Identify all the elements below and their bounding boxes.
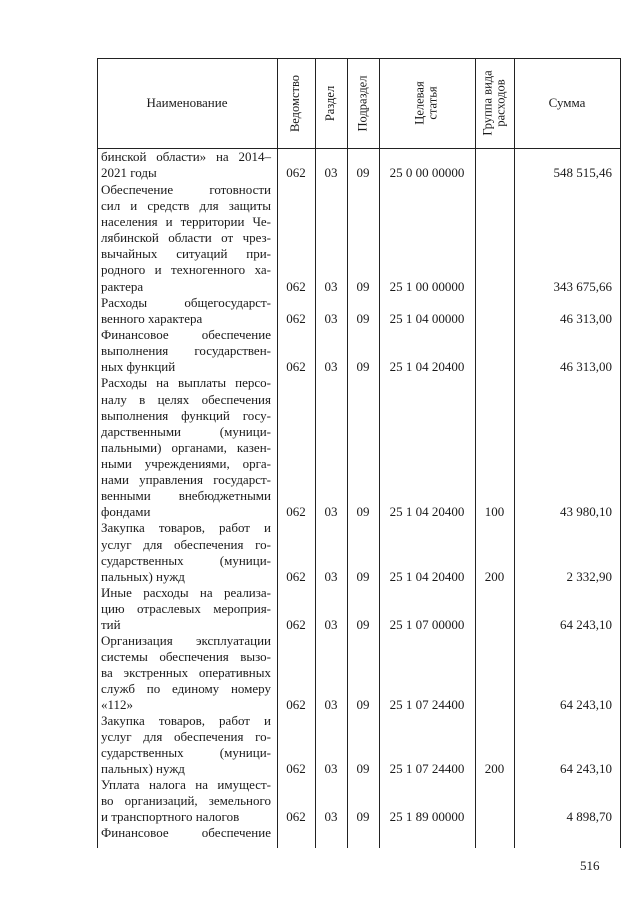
cell-summa: 4 898,70 xyxy=(566,809,612,824)
name-line: населения и территории Че- xyxy=(101,214,271,229)
name-line: родного и техногенного ха- xyxy=(101,262,271,277)
cell-podrazdel: 09 xyxy=(356,809,370,824)
table-left-border xyxy=(97,58,98,848)
cell-razdel: 03 xyxy=(324,761,338,776)
cell-vedomstvo: 062 xyxy=(286,761,306,776)
name-line: вычайных ситуаций при- xyxy=(101,246,271,261)
cell-razdel: 03 xyxy=(324,279,338,294)
name-line: нами управления государст- xyxy=(101,472,271,487)
cell-celevaya: 25 1 89 00000 xyxy=(389,809,465,824)
name-line: Финансовое обеспечение xyxy=(101,327,271,342)
name-line: Иные расходы на реализа- xyxy=(101,585,271,600)
name-line: ных функций xyxy=(101,359,176,374)
cell-celevaya: 25 1 04 00000 xyxy=(389,311,465,326)
cell-summa: 46 313,00 xyxy=(560,359,612,374)
cell-celevaya: 25 0 00 00000 xyxy=(389,165,465,180)
cell-podrazdel: 09 xyxy=(356,504,370,519)
name-line: Обеспечение готовности xyxy=(101,182,271,197)
header-podrazdel-text: Подраздел xyxy=(355,75,370,131)
header-gruppa xyxy=(475,58,514,148)
cell-razdel: 03 xyxy=(324,165,338,180)
name-line: пальных) нужд xyxy=(101,761,185,776)
header-celevaya-text: Целевая статья xyxy=(413,81,440,125)
name-line: системы обеспечения вызо- xyxy=(101,649,271,664)
name-line: услуг для обеспечения го- xyxy=(101,729,271,744)
cell-vedomstvo: 062 xyxy=(286,311,306,326)
name-line: сударственных (муници- xyxy=(101,553,271,568)
cell-summa: 64 243,10 xyxy=(560,697,612,712)
name-line: Закупка товаров, работ и xyxy=(101,713,271,728)
cell-vedomstvo: 062 xyxy=(286,504,306,519)
cell-vedomstvo: 062 xyxy=(286,359,306,374)
cell-summa: 548 515,46 xyxy=(553,165,612,180)
name-line: рактера xyxy=(101,279,144,294)
name-line: выполнения государствен- xyxy=(101,343,271,358)
header-summa-text: Сумма xyxy=(548,95,586,110)
name-line: услуг для обеспечения го- xyxy=(101,537,271,552)
name-line: сударственных (муници- xyxy=(101,745,271,760)
header-name xyxy=(97,58,277,148)
header-summa xyxy=(514,58,620,148)
name-line: лябинской области от чрез- xyxy=(101,230,271,245)
cell-celevaya: 25 1 04 20400 xyxy=(389,504,465,519)
name-line: Организация эксплуатации xyxy=(101,633,271,648)
name-line: во организаций, земельного xyxy=(101,793,271,808)
name-line: налу в целях обеспечения xyxy=(101,392,271,407)
header-gruppa-text: Группа вида расходов xyxy=(480,70,508,136)
cell-podrazdel: 09 xyxy=(356,761,370,776)
cell-razdel: 03 xyxy=(324,569,338,584)
header-vedomstvo-text: Ведомство xyxy=(288,74,303,132)
name-line: венными внебюджетными xyxy=(101,488,271,503)
cell-celevaya: 25 1 07 24400 xyxy=(389,697,465,712)
column-divider xyxy=(475,58,476,848)
cell-celevaya: 25 1 00 00000 xyxy=(389,279,465,294)
name-line: бинской области» на 2014– xyxy=(101,149,271,164)
header-name-text: Наименование xyxy=(146,95,228,110)
cell-celevaya: 25 1 07 00000 xyxy=(389,617,465,632)
cell-razdel: 03 xyxy=(324,504,338,519)
cell-podrazdel: 09 xyxy=(356,165,370,180)
name-line: и транспортного налогов xyxy=(101,809,240,824)
name-line: дарственными (муници- xyxy=(101,424,271,439)
cell-vedomstvo: 062 xyxy=(286,697,306,712)
cell-gruppa: 200 xyxy=(484,569,505,584)
name-line: сил и средств для защиты xyxy=(101,198,271,213)
cell-razdel: 03 xyxy=(324,809,338,824)
name-line: Уплата налога на имущест- xyxy=(101,777,271,792)
cell-gruppa: 100 xyxy=(484,504,505,519)
page-number: 516 xyxy=(580,858,600,873)
name-line: служб по единому номеру xyxy=(101,681,271,696)
name-line: тий xyxy=(101,617,121,632)
cell-summa: 64 243,10 xyxy=(560,617,612,632)
name-line: цию отраслевых мероприя- xyxy=(101,601,271,616)
cell-celevaya: 25 1 04 20400 xyxy=(389,569,465,584)
name-line: выполнения функций госу- xyxy=(101,408,271,423)
cell-vedomstvo: 062 xyxy=(286,165,306,180)
cell-podrazdel: 09 xyxy=(356,697,370,712)
name-line: фондами xyxy=(101,504,151,519)
cell-podrazdel: 09 xyxy=(356,617,370,632)
cell-vedomstvo: 062 xyxy=(286,569,306,584)
name-line: ва экстренных оперативных xyxy=(101,665,271,680)
name-line: Расходы на выплаты персо- xyxy=(101,375,271,390)
name-line: Финансовое обеспечение xyxy=(101,825,271,840)
cell-summa: 46 313,00 xyxy=(560,311,612,326)
header-razdel xyxy=(315,58,347,148)
cell-summa: 64 243,10 xyxy=(560,761,612,776)
header-vedomstvo xyxy=(277,58,315,148)
name-line: Расходы общегосударст- xyxy=(101,295,271,310)
cell-razdel: 03 xyxy=(324,617,338,632)
cell-podrazdel: 09 xyxy=(356,569,370,584)
name-line: венного характера xyxy=(101,311,203,326)
header-razdel-text: Раздел xyxy=(323,85,338,121)
cell-vedomstvo: 062 xyxy=(286,809,306,824)
cell-celevaya: 25 1 07 24400 xyxy=(389,761,465,776)
table-right-border xyxy=(620,58,621,848)
cell-celevaya: 25 1 04 20400 xyxy=(389,359,465,374)
cell-vedomstvo: 062 xyxy=(286,279,306,294)
name-line: пальных) нужд xyxy=(101,569,185,584)
name-line: «112» xyxy=(101,697,134,712)
cell-podrazdel: 09 xyxy=(356,311,370,326)
cell-razdel: 03 xyxy=(324,311,338,326)
cell-vedomstvo: 062 xyxy=(286,617,306,632)
cell-summa: 2 332,90 xyxy=(566,569,612,584)
name-line: Закупка товаров, работ и xyxy=(101,520,271,535)
cell-razdel: 03 xyxy=(324,697,338,712)
cell-summa: 43 980,10 xyxy=(560,504,612,519)
cell-razdel: 03 xyxy=(324,359,338,374)
cell-podrazdel: 09 xyxy=(356,359,370,374)
name-line: ными учреждениями, орга- xyxy=(101,456,271,471)
header-celevaya xyxy=(379,58,475,148)
name-line: пальными) органами, казен- xyxy=(101,440,271,455)
name-line: 2021 годы xyxy=(101,165,157,180)
cell-summa: 343 675,66 xyxy=(553,279,612,294)
cell-gruppa: 200 xyxy=(484,761,505,776)
header-podrazdel xyxy=(347,58,379,148)
cell-podrazdel: 09 xyxy=(356,279,370,294)
